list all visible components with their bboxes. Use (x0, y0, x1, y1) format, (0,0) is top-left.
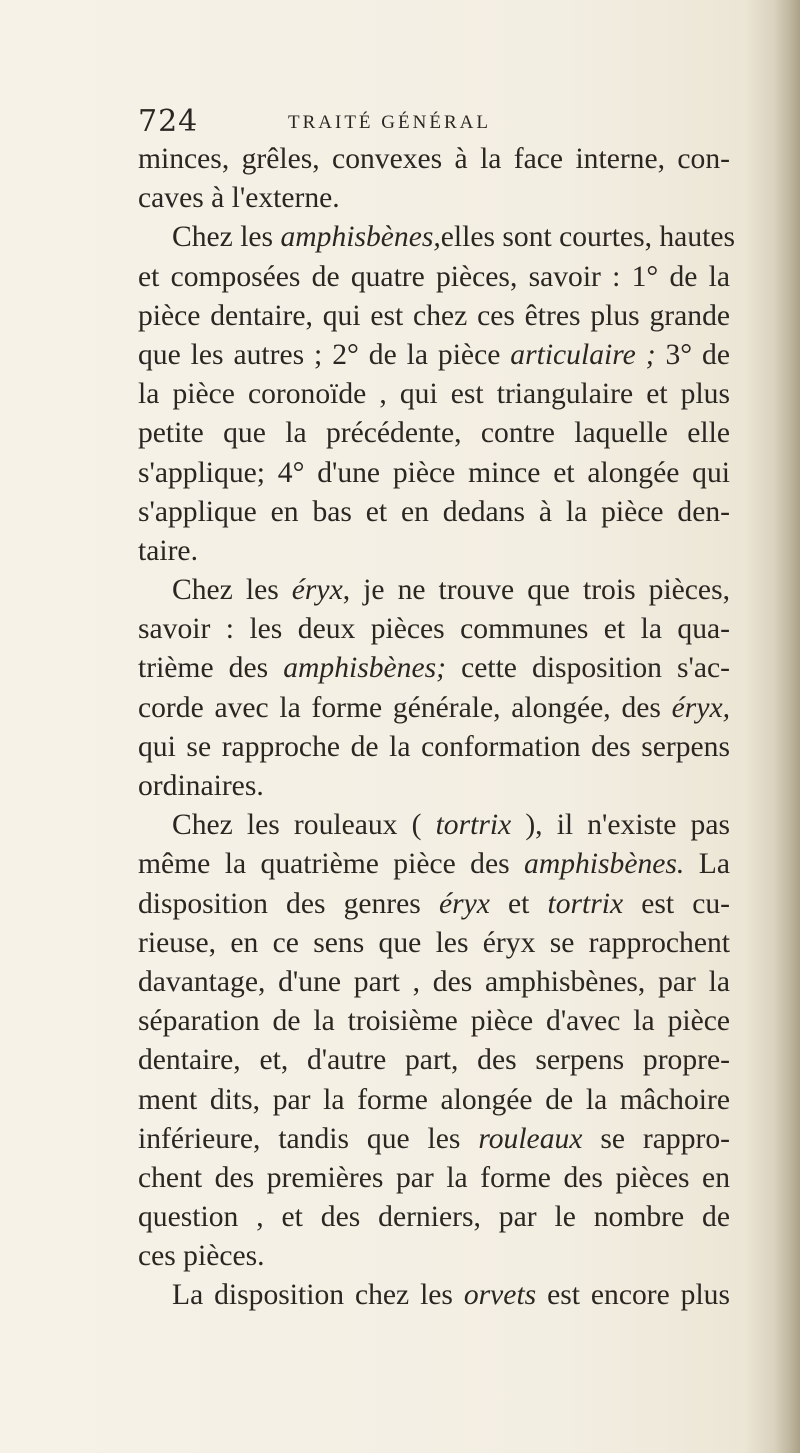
text-segment: chent des premières par la forme des pièces en (138, 1161, 730, 1194)
text-segment: 3° de (655, 338, 730, 371)
text-line (138, 1041, 730, 1080)
text-segment: la pièce coronoïde , qui est triangulaire et plus (138, 378, 730, 411)
page-number: 724 (138, 104, 199, 139)
text-segment: taire. (138, 534, 198, 567)
text-segment: ces pièces. (138, 1240, 265, 1273)
italic-term: amphisbènes; (283, 652, 446, 685)
italic-term: rouleaux (478, 1122, 583, 1155)
text-line (138, 1002, 730, 1041)
text-segment: rieuse, en ce sens que les éryx se rapprochent (138, 926, 730, 959)
text-line (138, 258, 730, 297)
text-line (138, 297, 730, 336)
text-line (138, 767, 730, 806)
text-line (138, 140, 730, 179)
text-segment: ), il n'existe pas (511, 809, 730, 842)
text-segment: La disposition chez les (172, 1279, 464, 1312)
text-segment: trième des (138, 652, 284, 685)
text-line (138, 845, 730, 884)
text-segment: question , et des derniers, par le nombre de (138, 1201, 730, 1234)
text-line (138, 610, 730, 649)
text-segment: minces, grêles, convexes à la face interne, con- (138, 143, 730, 175)
running-title: TRAITÉ GÉNÉRAL (288, 112, 491, 133)
text-segment: est encore plus (536, 1279, 730, 1312)
page-edge-shadow (774, 0, 800, 1453)
text-segment: cette disposition s'ac- (445, 652, 730, 685)
text-segment: ordinaires. (138, 770, 264, 802)
italic-term: orvets (463, 1279, 537, 1312)
body-text (138, 140, 735, 1316)
text-segment: s'applique; 4° d'une pièce mince et alongée qui (138, 456, 730, 489)
text-segment: disposition des genres (138, 887, 439, 920)
text-segment: Chez les rouleaux ( (172, 809, 436, 842)
text-line (138, 885, 730, 924)
text-line (138, 1120, 730, 1159)
text-segment: savoir : les deux pièces communes et la qua- (138, 613, 730, 646)
text-line (138, 375, 730, 414)
text-line (138, 728, 730, 767)
text-line (138, 336, 730, 375)
text-segment: pièce dentaire, qui est chez ces êtres plus grande (138, 299, 730, 332)
text-line (138, 493, 730, 532)
text-segment: davantage, d'une part , des amphisbènes, par la (138, 965, 730, 998)
text-line (138, 414, 730, 453)
text-segment: séparation de la troisième pièce d'avec la pièce (138, 1005, 730, 1038)
page-header (138, 100, 658, 144)
text-line (138, 1081, 730, 1120)
italic-term: éryx (291, 574, 343, 607)
text-line (138, 1159, 730, 1198)
text-segment: qui se rapproche de la conformation des serpens (138, 730, 730, 763)
text-segment: se rappro- (582, 1122, 730, 1155)
text-line (138, 963, 730, 1002)
text-segment: que les autres ; 2° de la pièce (138, 338, 511, 371)
text-segment: La (684, 848, 730, 881)
text-segment: , je ne trouve que trois pièces, (342, 574, 730, 607)
text-segment: ment dits, par la forme alongée de la mâchoire (138, 1083, 730, 1116)
text-line (138, 924, 730, 963)
text-line (138, 532, 730, 571)
text-line (138, 1237, 730, 1276)
text-line (138, 454, 730, 493)
text-line (138, 806, 730, 845)
text-line (138, 1276, 730, 1315)
text-segment: elles sont courtes, hautes (440, 221, 735, 254)
text-segment: dentaire, et, d'autre part, des serpens propre- (138, 1044, 730, 1077)
italic-term: éryx (438, 887, 490, 920)
text-segment: est cu- (623, 887, 730, 920)
text-line (138, 218, 735, 257)
text-segment: inférieure, tandis que les (138, 1122, 479, 1155)
text-segment: corde avec la forme générale, alongée, des (138, 691, 672, 724)
text-line (138, 1198, 730, 1237)
text-segment: Chez les (172, 574, 292, 607)
text-segment: même la quatrième pièce des (138, 848, 525, 881)
text-line (138, 571, 730, 610)
italic-term: éryx, (671, 691, 730, 724)
text-line (138, 649, 730, 688)
text-segment: caves à l'externe. (138, 182, 340, 215)
text-segment: petite que la précédente, contre laquelle elle (138, 417, 730, 450)
text-segment: et (489, 887, 548, 920)
italic-term: tortrix (547, 887, 624, 920)
italic-term: tortrix (435, 809, 512, 842)
text-segment: Chez les (172, 221, 281, 254)
text-segment: s'applique en bas et en dedans à la pièce den- (138, 495, 730, 528)
text-segment: et composées de quatre pièces, savoir : 1° de la (138, 260, 730, 293)
italic-term: amphisbènes, (280, 221, 441, 254)
italic-term: articulaire ; (510, 338, 656, 371)
text-line (138, 689, 730, 728)
text-line (138, 179, 730, 218)
italic-term: amphisbènes. (524, 848, 685, 881)
